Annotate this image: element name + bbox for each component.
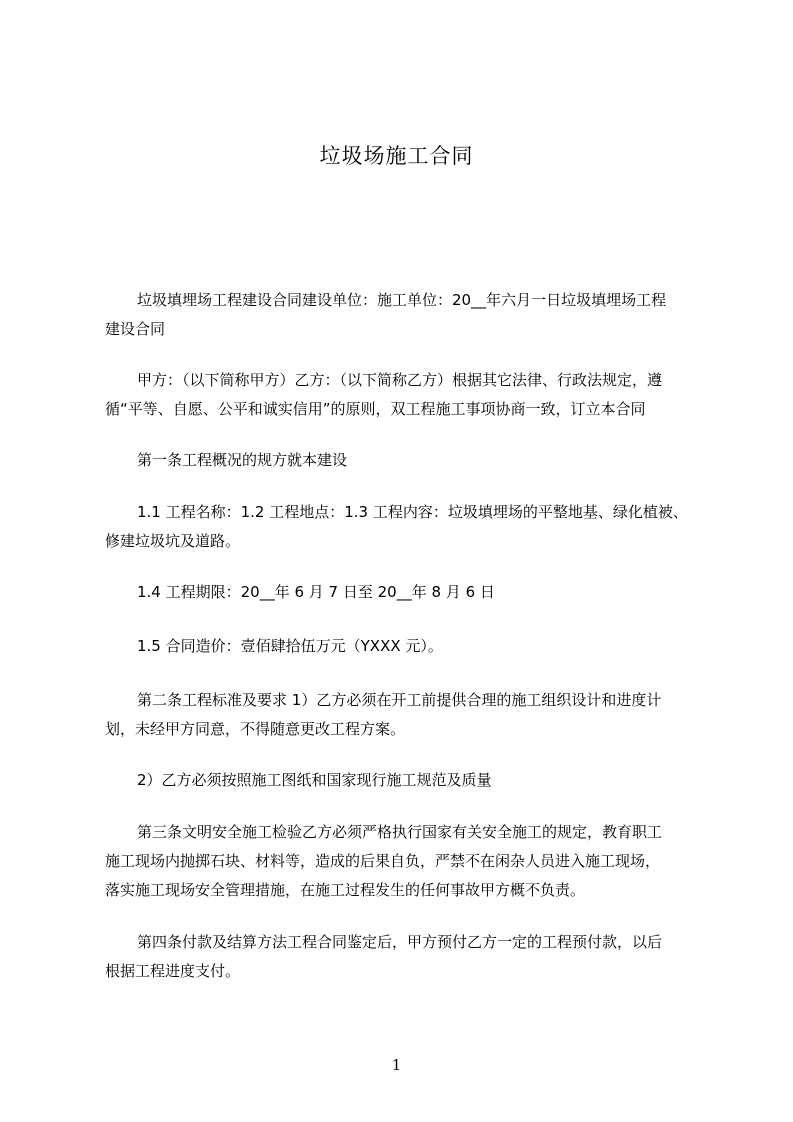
clause-1-4 <box>105 578 705 607</box>
article-4 <box>105 928 705 986</box>
article-1-heading <box>105 446 705 475</box>
paragraph-line: 施工现场内抛掷石块、材料等，造成的后果自负，严禁不在闲杂人员进入施工现场， <box>105 852 661 870</box>
article-3 <box>105 818 705 905</box>
paragraph-line: 落实施工现场安全管理措施，在施工过程发生的任何事故甲方概不负责。 <box>105 881 586 899</box>
article-2-item-2 <box>105 766 705 795</box>
paragraph-line: 循“平等、自愿、公平和诚实信用”的原则，双工程施工事项协商一致，订立本合同 <box>105 400 646 418</box>
paragraph-line: 2）乙方必须按照施工图纸和国家现行施工规范及质量 <box>137 771 492 789</box>
paragraph-line: 1.1 工程名称：1.2 工程地点：1.3 工程内容：垃圾填埋场的平整地基、绿化植被、 <box>137 503 688 521</box>
paragraph-line: 第三条文明安全施工检验乙方必须严格执行国家有关安全施工的规定，教育职工 <box>137 823 663 841</box>
paragraph-line: 建设合同 <box>105 320 166 338</box>
document-title: 垃圾场施工合同 <box>319 144 474 168</box>
paragraph-line: 划，未经甲方同意，不得随意更改工程方案。 <box>105 720 406 738</box>
paragraph-line: 第二条工程标准及要求 1）乙方必须在开工前提供合理的施工组织设计和进度计 <box>137 691 662 709</box>
paragraph-line: 垃圾填埋场工程建设合同建设单位：施工单位：20__年六月一日垃圾填埋场工程 <box>137 291 667 309</box>
paragraph-line: 第一条工程概况的规方就本建设 <box>137 451 348 469</box>
paragraph-header <box>105 286 705 344</box>
clause-1-5 <box>105 632 705 661</box>
page-number: 1 <box>391 1056 402 1074</box>
paragraph-line: 修建垃圾坑及道路。 <box>105 532 241 550</box>
paragraph-line: 根据工程进度支付。 <box>105 962 241 980</box>
paragraph-line: 第四条付款及结算方法工程合同鉴定后，甲方预付乙方一定的工程预付款，以后 <box>137 933 663 951</box>
clause-1-1-to-1-3 <box>105 498 705 556</box>
article-2 <box>105 686 705 744</box>
paragraph-parties <box>105 366 705 424</box>
paragraph-line: 1.5 合同造价：壹佰肆拾伍万元（YXXX 元）。 <box>137 637 443 655</box>
paragraph-line: 甲方：（以下简称甲方）乙方：（以下简称乙方）根据其它法律、行政法规定，遵 <box>137 371 663 389</box>
paragraph-line: 1.4 工程期限：20__年 6 月 7 日至 20__年 8 月 6 日 <box>137 583 495 601</box>
